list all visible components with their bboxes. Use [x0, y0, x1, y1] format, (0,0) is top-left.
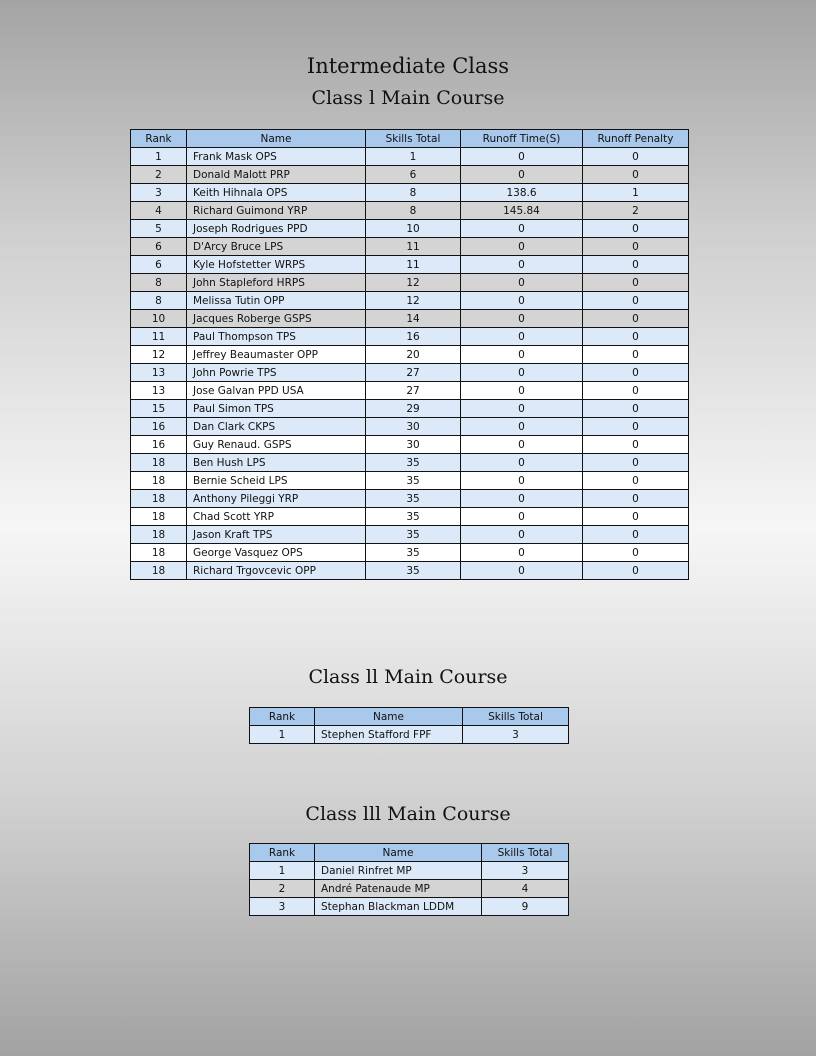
cell-runoff-time: 0 [461, 454, 583, 472]
cell-runoff-time: 0 [461, 544, 583, 562]
cell-rank: 18 [131, 508, 187, 526]
cell-rank: 3 [250, 898, 315, 916]
cell-name: Jeffrey Beaumaster OPP [187, 346, 366, 364]
cell-runoff-penalty: 0 [583, 310, 689, 328]
table-row [131, 256, 689, 274]
cell-runoff-time: 0 [461, 256, 583, 274]
cell-rank: 18 [131, 454, 187, 472]
cell-runoff-penalty: 0 [583, 400, 689, 418]
cell-runoff-penalty: 0 [583, 328, 689, 346]
cell-skills-total: 1 [366, 148, 461, 166]
cell-name: Dan Clark CKPS [187, 418, 366, 436]
cell-name: Richard Guimond YRP [187, 202, 366, 220]
col-runoff-time: Runoff Time(S) [461, 130, 583, 148]
cell-name: Kyle Hofstetter WRPS [187, 256, 366, 274]
cell-name: Jason Kraft TPS [187, 526, 366, 544]
cell-rank: 6 [131, 238, 187, 256]
cell-runoff-penalty: 0 [583, 238, 689, 256]
col-name: Name [187, 130, 366, 148]
cell-skills-total: 35 [366, 508, 461, 526]
cell-runoff-penalty: 0 [583, 508, 689, 526]
table-row [250, 726, 569, 744]
cell-rank: 1 [131, 148, 187, 166]
cell-skills-total: 4 [482, 880, 569, 898]
cell-skills-total: 12 [366, 274, 461, 292]
col-rank: Rank [250, 708, 315, 726]
col-name: Name [315, 844, 482, 862]
cell-rank: 1 [250, 862, 315, 880]
page-title: Intermediate Class [306, 54, 510, 78]
cell-rank: 13 [131, 382, 187, 400]
table-row [131, 274, 689, 292]
cell-skills-total: 35 [366, 544, 461, 562]
cell-runoff-time: 0 [461, 436, 583, 454]
cell-skills-total: 27 [366, 364, 461, 382]
cell-rank: 2 [250, 880, 315, 898]
cell-skills-total: 29 [366, 400, 461, 418]
cell-name: Donald Malott PRP [187, 166, 366, 184]
cell-runoff-time: 0 [461, 328, 583, 346]
cell-runoff-time: 145.84 [461, 202, 583, 220]
col-name: Name [315, 708, 463, 726]
cell-runoff-time: 0 [461, 274, 583, 292]
col-skills-total: Skills Total [482, 844, 569, 862]
cell-skills-total: 20 [366, 346, 461, 364]
table-row [250, 880, 569, 898]
cell-runoff-penalty: 0 [583, 274, 689, 292]
cell-name: John Stapleford HRPS [187, 274, 366, 292]
cell-runoff-penalty: 0 [583, 346, 689, 364]
cell-rank: 16 [131, 436, 187, 454]
cell-rank: 6 [131, 256, 187, 274]
cell-runoff-time: 0 [461, 310, 583, 328]
table-row [131, 562, 689, 580]
table-header-row [131, 130, 689, 148]
class2-heading: Class ll Main Course [308, 666, 508, 688]
cell-runoff-time: 0 [461, 526, 583, 544]
cell-runoff-penalty: 0 [583, 148, 689, 166]
cell-skills-total: 35 [366, 472, 461, 490]
table-row [131, 292, 689, 310]
cell-skills-total: 6 [366, 166, 461, 184]
table-row [131, 148, 689, 166]
cell-runoff-penalty: 2 [583, 202, 689, 220]
cell-skills-total: 12 [366, 292, 461, 310]
cell-rank: 11 [131, 328, 187, 346]
cell-name: Anthony Pileggi YRP [187, 490, 366, 508]
cell-rank: 8 [131, 292, 187, 310]
cell-name: Joseph Rodrigues PPD [187, 220, 366, 238]
cell-runoff-time: 0 [461, 166, 583, 184]
cell-rank: 4 [131, 202, 187, 220]
cell-runoff-penalty: 0 [583, 526, 689, 544]
cell-rank: 1 [250, 726, 315, 744]
table-row [131, 166, 689, 184]
cell-skills-total: 11 [366, 238, 461, 256]
table-row [250, 898, 569, 916]
cell-skills-total: 16 [366, 328, 461, 346]
cell-name: Jacques Roberge GSPS [187, 310, 366, 328]
cell-rank: 5 [131, 220, 187, 238]
cell-runoff-penalty: 1 [583, 184, 689, 202]
cell-runoff-time: 0 [461, 472, 583, 490]
cell-skills-total: 27 [366, 382, 461, 400]
table-row [131, 472, 689, 490]
cell-skills-total: 35 [366, 454, 461, 472]
cell-name: Chad Scott YRP [187, 508, 366, 526]
cell-runoff-penalty: 0 [583, 436, 689, 454]
table-row [131, 490, 689, 508]
cell-rank: 12 [131, 346, 187, 364]
col-skills-total: Skills Total [463, 708, 569, 726]
table-row [131, 454, 689, 472]
cell-runoff-penalty: 0 [583, 256, 689, 274]
cell-name: Richard Trgovcevic OPP [187, 562, 366, 580]
table-row [131, 364, 689, 382]
cell-name: Melissa Tutin OPP [187, 292, 366, 310]
cell-rank: 18 [131, 544, 187, 562]
cell-runoff-penalty: 0 [583, 364, 689, 382]
cell-runoff-penalty: 0 [583, 454, 689, 472]
cell-runoff-time: 0 [461, 490, 583, 508]
cell-skills-total: 35 [366, 526, 461, 544]
col-rank: Rank [250, 844, 315, 862]
cell-runoff-penalty: 0 [583, 490, 689, 508]
cell-runoff-penalty: 0 [583, 220, 689, 238]
table-row [131, 202, 689, 220]
cell-rank: 3 [131, 184, 187, 202]
cell-runoff-time: 0 [461, 292, 583, 310]
cell-runoff-penalty: 0 [583, 292, 689, 310]
table-row [131, 328, 689, 346]
class3-results-table [249, 843, 569, 916]
cell-name: D'Arcy Bruce LPS [187, 238, 366, 256]
table-row [131, 220, 689, 238]
table-header-row [250, 844, 569, 862]
cell-skills-total: 9 [482, 898, 569, 916]
cell-rank: 18 [131, 562, 187, 580]
table-row [131, 184, 689, 202]
table-row [131, 544, 689, 562]
table-header-row [250, 708, 569, 726]
cell-skills-total: 3 [463, 726, 569, 744]
table-row [131, 400, 689, 418]
cell-runoff-time: 0 [461, 508, 583, 526]
table-row [131, 346, 689, 364]
table-row [131, 238, 689, 256]
cell-runoff-time: 0 [461, 400, 583, 418]
cell-name: Ben Hush LPS [187, 454, 366, 472]
cell-runoff-time: 0 [461, 562, 583, 580]
cell-runoff-time: 0 [461, 346, 583, 364]
cell-name: George Vasquez OPS [187, 544, 366, 562]
col-rank: Rank [131, 130, 187, 148]
table-row [131, 436, 689, 454]
cell-rank: 10 [131, 310, 187, 328]
cell-runoff-time: 138.6 [461, 184, 583, 202]
class1-heading: Class l Main Course [311, 87, 505, 109]
cell-name: Stephen Stafford FPF [315, 726, 463, 744]
table-row [131, 310, 689, 328]
cell-rank: 18 [131, 490, 187, 508]
cell-skills-total: 30 [366, 418, 461, 436]
cell-runoff-time: 0 [461, 364, 583, 382]
cell-runoff-time: 0 [461, 382, 583, 400]
cell-skills-total: 30 [366, 436, 461, 454]
class2-results-table [249, 707, 569, 744]
cell-skills-total: 35 [366, 562, 461, 580]
cell-skills-total: 8 [366, 202, 461, 220]
table-row [131, 526, 689, 544]
cell-runoff-penalty: 0 [583, 562, 689, 580]
cell-name: Keith Hihnala OPS [187, 184, 366, 202]
cell-skills-total: 10 [366, 220, 461, 238]
cell-name: Jose Galvan PPD USA [187, 382, 366, 400]
table-row [131, 382, 689, 400]
cell-rank: 18 [131, 526, 187, 544]
cell-skills-total: 3 [482, 862, 569, 880]
cell-runoff-penalty: 0 [583, 166, 689, 184]
class1-results-table [130, 129, 689, 580]
cell-name: André Patenaude MP [315, 880, 482, 898]
cell-rank: 13 [131, 364, 187, 382]
cell-name: John Powrie TPS [187, 364, 366, 382]
cell-name: Frank Mask OPS [187, 148, 366, 166]
table-row [250, 862, 569, 880]
cell-name: Stephan Blackman LDDM [315, 898, 482, 916]
col-runoff-penalty: Runoff Penalty [583, 130, 689, 148]
cell-skills-total: 35 [366, 490, 461, 508]
cell-rank: 16 [131, 418, 187, 436]
cell-name: Daniel Rinfret MP [315, 862, 482, 880]
cell-runoff-time: 0 [461, 220, 583, 238]
cell-runoff-time: 0 [461, 418, 583, 436]
cell-runoff-penalty: 0 [583, 382, 689, 400]
cell-name: Guy Renaud. GSPS [187, 436, 366, 454]
cell-runoff-penalty: 0 [583, 472, 689, 490]
table-row [131, 508, 689, 526]
cell-runoff-penalty: 0 [583, 418, 689, 436]
col-skills-total: Skills Total [366, 130, 461, 148]
cell-name: Paul Thompson TPS [187, 328, 366, 346]
cell-rank: 15 [131, 400, 187, 418]
cell-name: Paul Simon TPS [187, 400, 366, 418]
cell-runoff-time: 0 [461, 148, 583, 166]
cell-name: Bernie Scheid LPS [187, 472, 366, 490]
cell-rank: 2 [131, 166, 187, 184]
cell-rank: 18 [131, 472, 187, 490]
class3-heading: Class lll Main Course [305, 803, 511, 825]
cell-runoff-penalty: 0 [583, 544, 689, 562]
cell-runoff-time: 0 [461, 238, 583, 256]
table-row [131, 418, 689, 436]
cell-skills-total: 14 [366, 310, 461, 328]
cell-skills-total: 11 [366, 256, 461, 274]
cell-rank: 8 [131, 274, 187, 292]
cell-skills-total: 8 [366, 184, 461, 202]
